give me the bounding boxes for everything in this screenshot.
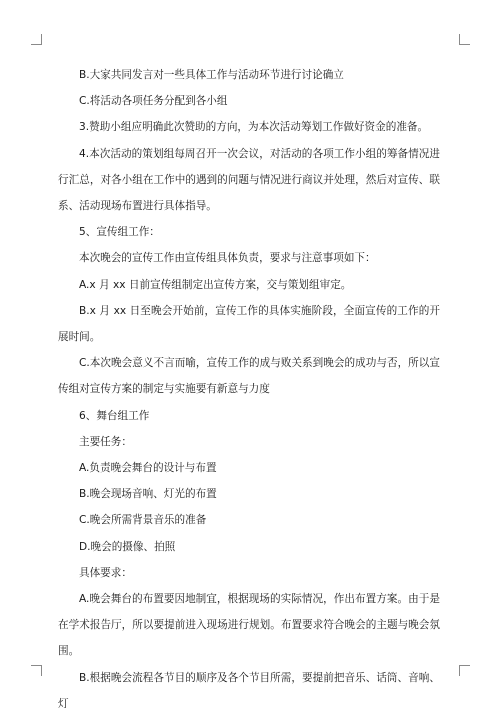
crop-mark-top-left — [31, 34, 42, 45]
paragraph: 3.赞助小组应明确此次赞助的方向，为本次活动筹划工作做好资金的准备。 — [79, 121, 429, 134]
section-heading: 5、宣传组工作： — [79, 226, 160, 239]
paragraph: 本次晚会的宣传工作由宣传组具体负责，要求与注意事项如下： — [79, 252, 376, 265]
list-item: C.晚会所需背景音乐的准备 — [79, 514, 207, 527]
paragraph: 4.本次活动的策划组每周召开一次会议，对活动的各项工作小组的筹备情况进行汇总，对各小组在工作中的遇到的问题与情况进行商议并处理，然后对宣传、联系、活动现场布置进行具体指导。 — [58, 147, 440, 213]
document-body — [58, 62, 440, 717]
paragraph: 具体要求： — [79, 566, 132, 579]
paragraph: B.大家共同发言对一些具体工作与活动环节进行讨论确立 — [79, 69, 344, 81]
paragraph: A.晚会舞台的布置要因地制宜，根据现场的实际情况，作出布置方案。由于是在学术报告厅，所以要提前进入现场进行规划。布置要求符合晚会的主题与晚会氛围。 — [58, 593, 440, 658]
section-heading: 6、舞台组工作 — [79, 409, 150, 422]
crop-mark-bottom-right — [459, 665, 470, 676]
crop-mark-top-right — [459, 34, 470, 45]
paragraph: B.x 月 xx 日至晚会开始前，宣传工作的具体实施阶段，全面宣传的工作的开展时间。 — [58, 304, 440, 344]
crop-mark-bottom-left — [31, 665, 42, 676]
list-item: B.晚会现场音响、灯光的布置 — [79, 488, 217, 501]
paragraph: A.x 月 xx 日前宣传组制定出宣传方案，交与策划组审定。 — [79, 278, 352, 291]
paragraph: B.根据晚会流程各节目的顺序及各个节目所需，要提前把音乐、话筒、音响、灯 — [58, 671, 440, 710]
list-item: A.负责晚会舞台的设计与布置 — [79, 462, 217, 475]
list-item: D.晚会的摄像、拍照 — [79, 540, 176, 553]
paragraph: C.将活动各项任务分配到各小组 — [79, 95, 228, 108]
paragraph: C.本次晚会意义不言而喻，宣传工作的成与败关系到晚会的成功与否，所以宣传组对宣传方案的制定与实施要有新意与力度 — [58, 357, 440, 396]
paragraph: 主要任务： — [79, 435, 132, 448]
